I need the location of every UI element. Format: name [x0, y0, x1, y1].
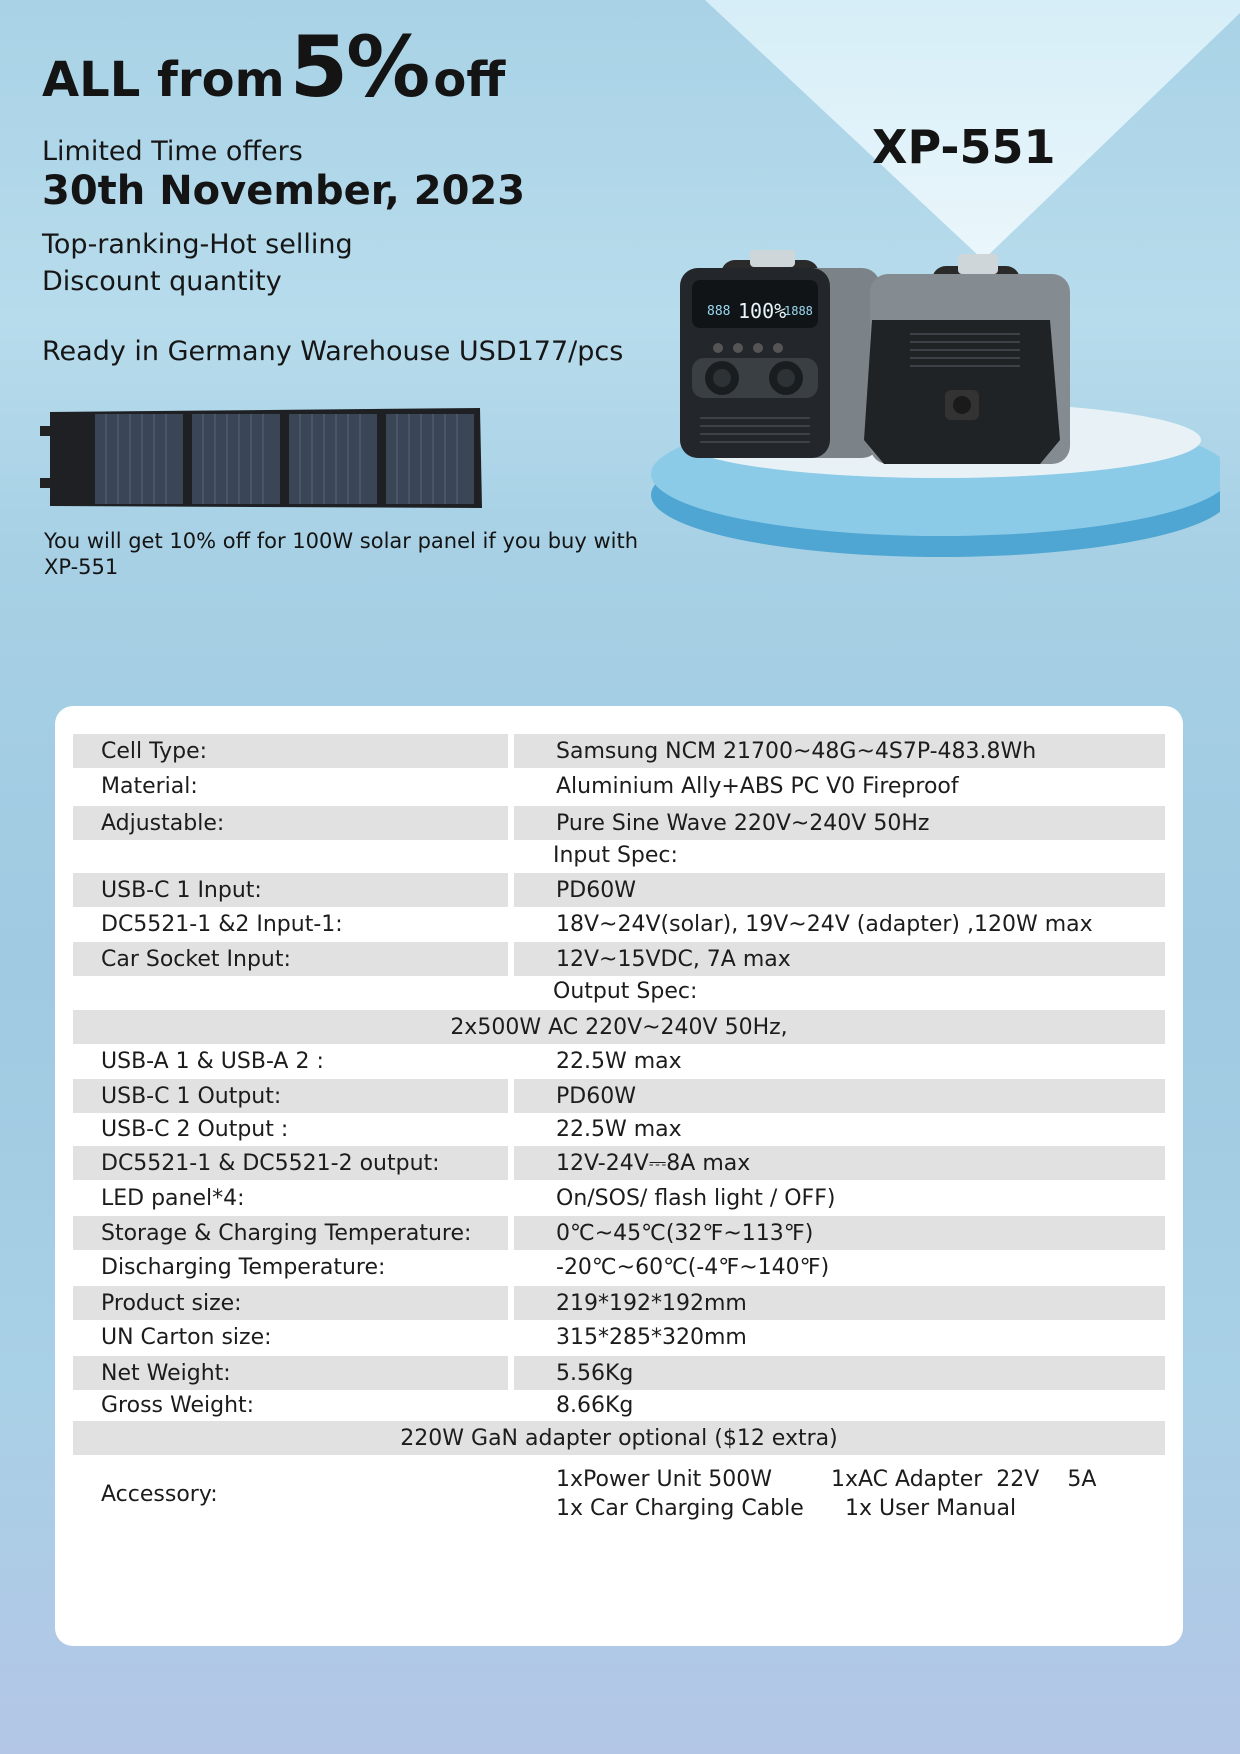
spec-value: 219*192*192mm — [514, 1286, 1165, 1320]
spec-value: 12V-24V⎓8A max — [514, 1146, 1165, 1180]
warehouse-price: Ready in Germany Warehouse USD177/pcs — [42, 336, 624, 367]
spec-row — [73, 908, 1165, 940]
spec-full-value: 220W GaN adapter optional ($12 extra) — [73, 1421, 1165, 1455]
accessory-list — [514, 1462, 1165, 1526]
spec-row — [73, 1251, 1165, 1283]
headline-prefix: ALL from — [42, 52, 285, 108]
spec-row — [73, 1079, 1165, 1113]
spec-section-header — [73, 840, 1165, 870]
promo-headline — [42, 18, 505, 116]
spec-section-label: Output Spec: — [553, 978, 698, 1004]
spec-full-value: 2x500W AC 220V~240V 50Hz, — [73, 1010, 1165, 1044]
spec-label: Discharging Temperature: — [101, 1254, 386, 1280]
spec-value: Aluminium Ally+ABS PC V0 Fireproof — [556, 773, 959, 799]
accessory-item: 1x User Manual — [831, 1496, 1017, 1521]
spec-value: 5.56Kg — [514, 1356, 1165, 1390]
promo-line-1: Top-ranking-Hot selling — [42, 229, 353, 260]
spec-row — [73, 1216, 1165, 1250]
headline-suffix: off — [433, 52, 506, 108]
spec-value: 8.66Kg — [556, 1392, 634, 1418]
spec-row — [73, 1146, 1165, 1180]
product-model: XP-551 — [872, 120, 1056, 174]
limited-time-label: Limited Time offers — [42, 136, 303, 167]
spec-label: USB-A 1 & USB-A 2 : — [101, 1048, 324, 1074]
spec-label: Storage & Charging Temperature: — [73, 1216, 508, 1250]
promo-date: 30th November, 2023 — [42, 168, 526, 214]
spec-label: USB-C 1 Input: — [73, 873, 508, 907]
promo-line-2: Discount quantity — [42, 266, 282, 297]
spec-label: DC5521-1 & DC5521-2 output: — [73, 1146, 508, 1180]
headline-discount: 5% — [289, 18, 429, 116]
spec-value: On/SOS/ flash light / OFF) — [556, 1185, 836, 1211]
spec-full-row — [73, 1010, 1165, 1044]
spec-full-row — [73, 1421, 1165, 1455]
spec-value: Samsung NCM 21700~48G~4S7P-483.8Wh — [514, 734, 1165, 768]
spec-value: 12V~15VDC, 7A max — [514, 942, 1165, 976]
spec-value: 315*285*320mm — [556, 1324, 747, 1350]
spec-label: USB-C 1 Output: — [73, 1079, 508, 1113]
accessory-item: 1xAC Adapter 22V 5A — [831, 1467, 1097, 1492]
spec-section-header — [73, 976, 1165, 1006]
spec-row — [73, 942, 1165, 976]
spec-value: 18V~24V(solar), 19V~24V (adapter) ,120W max — [556, 911, 1093, 937]
spec-label: Product size: — [73, 1286, 508, 1320]
spec-row — [73, 1045, 1165, 1077]
spec-value: 0℃~45℃(32℉~113℉) — [514, 1216, 1165, 1250]
spec-row — [73, 873, 1165, 907]
spec-value: 22.5W max — [556, 1116, 682, 1142]
spec-row — [73, 806, 1165, 840]
spec-label: Net Weight: — [73, 1356, 508, 1390]
spec-label: Adjustable: — [73, 806, 508, 840]
power-station-back — [864, 254, 1070, 464]
power-station-front — [680, 250, 880, 458]
screen-percent-readout: 100% — [738, 299, 787, 323]
accessory-label: Accessory: — [101, 1481, 218, 1507]
accessory-item: 1x Car Charging Cable — [556, 1496, 804, 1521]
spec-value: Pure Sine Wave 220V~240V 50Hz — [514, 806, 1165, 840]
spec-row — [73, 1356, 1165, 1390]
spec-row-accessory — [73, 1462, 1165, 1526]
spec-section-label: Input Spec: — [553, 842, 678, 868]
spec-row — [73, 770, 1165, 802]
accessory-item: 1xPower Unit 500W — [556, 1467, 773, 1492]
spec-row — [73, 1390, 1165, 1420]
spec-label: DC5521-1 &2 Input-1: — [101, 911, 343, 937]
screen-right-readout: 1888 — [784, 304, 813, 318]
spec-label: Material: — [101, 773, 198, 799]
spec-value: PD60W — [514, 873, 1165, 907]
spec-label: Cell Type: — [73, 734, 508, 768]
screen-left-readout: 888 — [707, 304, 731, 319]
spec-label: Car Socket Input: — [73, 942, 508, 976]
spec-label: Gross Weight: — [101, 1392, 255, 1418]
product-image — [640, 250, 1220, 560]
spec-label: LED panel*4: — [101, 1185, 245, 1211]
solar-panel-offer: You will get 10% off for 100W solar panel if you buy with XP-551 — [44, 529, 638, 579]
spec-value: 22.5W max — [556, 1048, 682, 1074]
spec-value: PD60W — [514, 1079, 1165, 1113]
spec-row — [73, 1113, 1165, 1145]
spec-table-card — [55, 706, 1183, 1646]
spec-value: -20℃~60℃(-4℉~140℉) — [556, 1254, 830, 1280]
spec-row — [73, 1321, 1165, 1353]
spec-row — [73, 734, 1165, 768]
spec-row — [73, 1182, 1165, 1214]
solar-panel-image — [40, 404, 490, 514]
accessory-grid — [556, 1465, 1096, 1523]
spec-row — [73, 1286, 1165, 1320]
spec-label: UN Carton size: — [101, 1324, 272, 1350]
spec-label: USB-C 2 Output : — [101, 1116, 289, 1142]
